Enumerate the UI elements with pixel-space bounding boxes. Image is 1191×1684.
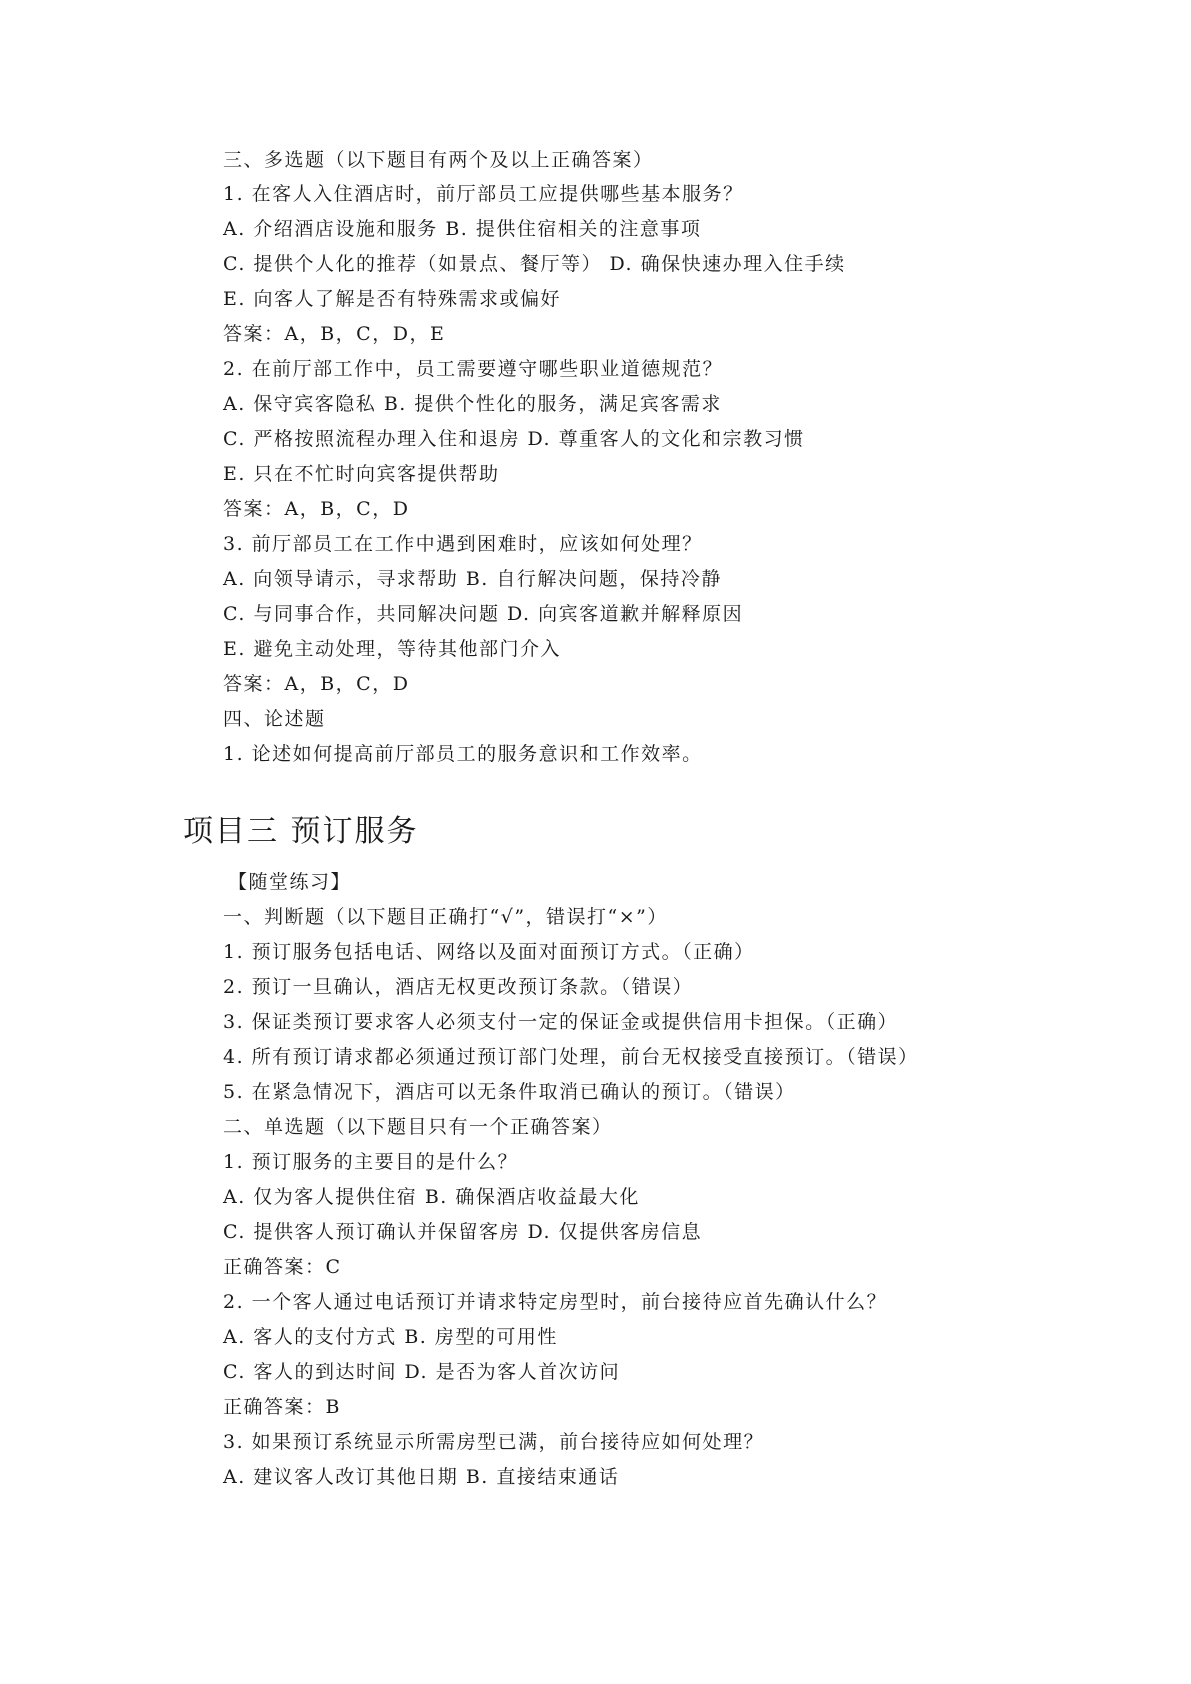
question-options: E. 只在不忙时向宾客提供帮助 [223, 463, 500, 485]
question-answer: 答案：A，B，C，D，E [223, 323, 446, 345]
question-options: C. 提供客人预订确认并保留客房 D. 仅提供客房信息 [223, 1221, 703, 1243]
section-title-essay: 四、论述题 [223, 708, 326, 730]
question-options: E. 向客人了解是否有特殊需求或偏好 [223, 288, 561, 310]
question-options: C. 客人的到达时间 D. 是否为客人首次访问 [223, 1361, 621, 1383]
essay-question: 1. 论述如何提高前厅部员工的服务意识和工作效率。 [223, 743, 703, 765]
question-options: A. 保守宾客隐私 B. 提供个性化的服务，满足宾客需求 [223, 393, 722, 415]
question-options: A. 客人的支付方式 B. 房型的可用性 [223, 1326, 558, 1348]
question-options: A. 介绍酒店设施和服务 B. 提供住宿相关的注意事项 [223, 218, 702, 240]
question-options: A. 向领导请示，寻求帮助 B. 自行解决问题，保持冷静 [223, 568, 722, 590]
question-options: C. 与同事合作，共同解决问题 D. 向宾客道歉并解释原因 [223, 603, 744, 625]
question-stem: 1. 在客人入住酒店时，前厅部员工应提供哪些基本服务？ [223, 183, 744, 205]
project-heading: 项目三 预订服务 [183, 814, 419, 849]
section-title-multiple-choice: 三、多选题（以下题目有两个及以上正确答案） [223, 149, 654, 171]
question-stem: 1. 预订服务的主要目的是什么？ [223, 1151, 519, 1173]
true-false-item: 2. 预订一旦确认，酒店无权更改预订条款。（错误） [223, 976, 694, 998]
true-false-item: 1. 预订服务包括电话、网络以及面对面预订方式。（正确） [223, 941, 755, 963]
question-options: C. 严格按照流程办理入住和退房 D. 尊重客人的文化和宗教习惯 [223, 428, 805, 450]
question-options: E. 避免主动处理，等待其他部门介入 [223, 638, 561, 660]
question-options: C. 提供个人化的推荐（如景点、餐厅等） D. 确保快速办理入住手续 [223, 253, 846, 275]
true-false-item: 3. 保证类预订要求客人必须支付一定的保证金或提供信用卡担保。（正确） [223, 1011, 899, 1033]
practice-label: 【随堂练习】 [228, 871, 352, 893]
true-false-item: 5. 在紧急情况下，酒店可以无条件取消已确认的预订。（错误） [223, 1081, 796, 1103]
question-answer: 正确答案：B [223, 1396, 341, 1418]
question-stem: 2. 一个客人通过电话预订并请求特定房型时，前台接待应首先确认什么？ [223, 1291, 888, 1313]
section-title-true-false: 一、判断题（以下题目正确打“√”，错误打“×”） [223, 906, 668, 928]
question-options: A. 建议客人改订其他日期 B. 直接结束通话 [223, 1466, 620, 1488]
question-answer: 正确答案：C [223, 1256, 342, 1278]
question-answer: 答案：A，B，C，D [223, 673, 410, 695]
question-answer: 答案：A，B，C，D [223, 498, 410, 520]
question-stem: 3. 如果预订系统显示所需房型已满，前台接待应如何处理？ [223, 1431, 765, 1453]
section-title-single-choice: 二、单选题（以下题目只有一个正确答案） [223, 1116, 613, 1138]
question-stem: 2. 在前厅部工作中，员工需要遵守哪些职业道德规范？ [223, 358, 724, 380]
question-options: A. 仅为客人提供住宿 B. 确保酒店收益最大化 [223, 1186, 640, 1208]
question-stem: 3. 前厅部员工在工作中遇到困难时，应该如何处理？ [223, 533, 703, 555]
true-false-item: 4. 所有预订请求都必须通过预订部门处理，前台无权接受直接预订。（错误） [223, 1046, 919, 1068]
